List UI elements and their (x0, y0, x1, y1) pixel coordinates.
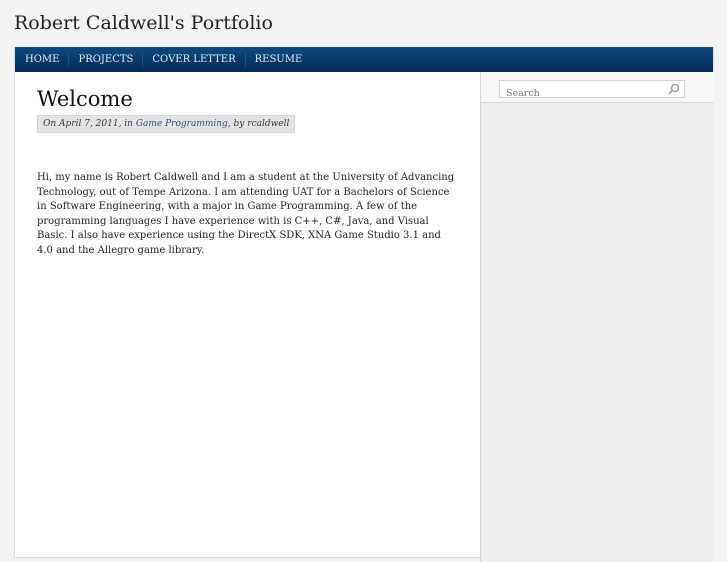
nav-home[interactable]: HOME (15, 53, 69, 67)
main-nav (15, 47, 713, 72)
post-title[interactable]: Welcome (37, 87, 133, 111)
search-input[interactable] (500, 85, 672, 102)
site-title[interactable]: Robert Caldwell's Portfolio (14, 12, 273, 34)
post-body: Hi, my name is Robert Caldwell and I am a student at the University of Advancing Technology, out of Tempe Arizona. I am attending UAT for a Bachelors of Science in Software Engineering, with a major in Game Programming. A few of the programming languages I have experience with is C++, C#, Java, and Visual Basic. I also have experience using the DirectX SDK, XNA Game Studio 3.1 and 4.0 and the Allegro game library. (37, 172, 455, 256)
search-icon[interactable] (668, 83, 680, 95)
meta-by: , by (227, 119, 248, 129)
nav-resume[interactable]: RESUME (254, 53, 303, 65)
search-box (499, 80, 685, 98)
page-container (14, 47, 714, 558)
sidebar-search-area (481, 72, 714, 103)
sidebar (480, 72, 714, 562)
category-link[interactable]: Game Programming (135, 119, 228, 129)
meta-date: On April 7, 2011, in (43, 119, 136, 129)
author-link[interactable]: rcaldwell (247, 119, 290, 129)
post (37, 87, 457, 258)
nav-projects[interactable]: PROJECTS (69, 53, 143, 67)
nav-cover-letter[interactable]: COVER LETTER (143, 53, 245, 67)
post-meta (37, 115, 295, 133)
